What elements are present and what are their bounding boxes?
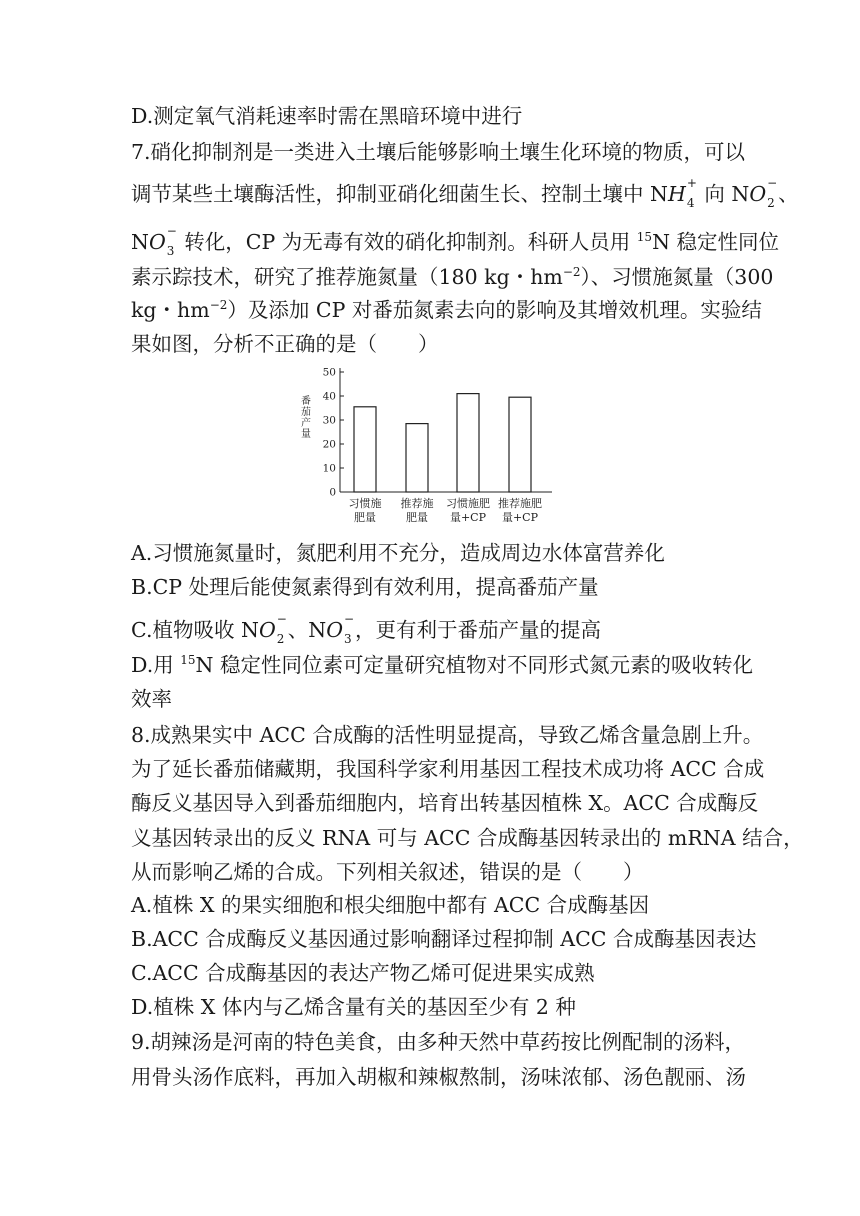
y-tick-label: 40	[322, 390, 336, 403]
bar	[457, 394, 479, 492]
text-span: C.植物吸收 N	[131, 618, 259, 642]
option-c	[131, 611, 601, 646]
exponent: −2	[562, 265, 581, 280]
text-line: 从而影响乙烯的合成。下列相关叙述，错误的是（ ）	[131, 860, 644, 884]
text-span: N	[131, 230, 149, 254]
text-line	[131, 175, 799, 210]
x-tick-label: 量+CP	[501, 511, 539, 524]
text-span: 向 N	[697, 182, 750, 206]
formula-letter: O	[148, 230, 166, 254]
text-span: 、	[778, 182, 799, 206]
text-line	[131, 295, 762, 325]
text-line: 为了延长番茄储藏期，我国科学家利用基因工程技术成功将 ACC 合成	[131, 757, 765, 781]
text-span: ）及添加 CP 对番茄氮素去向的影响及其增效机理。实验结	[227, 298, 762, 322]
text-line: 义基因转录出的反义 RNA 可与 ACC 合成酶基因转录出的 mRNA 结合，	[131, 826, 804, 850]
text-line	[131, 262, 773, 292]
option-d: D.植株 X 体内与乙烯含量有关的基因至少有 2 种	[131, 995, 576, 1019]
text-span: N 稳定性同位素可定量研究植物对不同形式氮元素的吸收转化	[195, 653, 753, 677]
text-line: 效率	[131, 687, 172, 711]
tomato-yield-bar-chart	[290, 364, 560, 534]
text-span: 素示踪技术，研究了推荐施氮量（180 kg・hm	[131, 265, 563, 289]
subscript: 3	[344, 631, 352, 646]
charge: −	[166, 223, 177, 238]
formula-index	[766, 175, 778, 210]
formula-index	[343, 611, 355, 646]
formula-letter: O	[749, 182, 767, 206]
bar	[406, 424, 428, 492]
charge: +	[686, 175, 697, 190]
text-line: 7.硝化抑制剂是一类进入土壤后能够影响土壤生化环境的物质，可以	[131, 140, 746, 164]
text-span: D.用	[131, 653, 181, 677]
text-span: kg・hm	[131, 298, 210, 322]
text-span: ，更有利于番茄产量的提高	[355, 618, 601, 642]
text-span: 转化，CP 为无毒有效的硝化抑制剂。科研人员用	[177, 230, 637, 254]
charge: −	[767, 175, 778, 190]
y-tick-label: 0	[329, 486, 336, 499]
formula-letter: O	[258, 618, 276, 642]
y-tick-label: 20	[322, 438, 336, 451]
text-line: 酶反义基因导入到番茄细胞内，培育出转基因植株 X。ACC 合成酶反	[131, 791, 759, 815]
option-a: A.习惯施氮量时，氮肥利用不充分，造成周边水体富营养化	[131, 541, 665, 565]
subscript: 4	[686, 195, 695, 210]
text-line: D.测定氧气消耗速率时需在黑暗环境中进行	[131, 104, 523, 128]
x-tick-label: 肥量	[354, 511, 376, 524]
isotope-mass: 15	[636, 230, 653, 245]
bar	[354, 407, 376, 492]
formula-index	[166, 223, 178, 258]
question-stem-end: 果如图，分析不正确的是（ ）	[131, 332, 439, 356]
text-line: 9.胡辣汤是河南的特色美食，由多种天然中草药按比例配制的汤料，	[131, 1030, 746, 1054]
subscript: 3	[166, 243, 175, 258]
charge: −	[344, 611, 355, 626]
option-d	[131, 650, 753, 680]
x-tick-label: 肥量	[406, 511, 428, 524]
bar	[509, 397, 531, 492]
text-span: 、N	[287, 618, 327, 642]
text-span: ）、习惯施氮量（300	[580, 265, 774, 289]
formula-index	[276, 611, 288, 646]
option-c: C.ACC 合成酶基因的表达产物乙烯可促进果实成熟	[131, 961, 595, 985]
subscript: 2	[767, 195, 775, 210]
y-tick-label: 30	[322, 414, 336, 427]
text-span: 调节某些土壤酶活性，抑制亚硝化细菌生长、控制土壤中 N	[131, 182, 668, 206]
option-b: B.CP 处理后能使氮素得到有效利用，提高番茄产量	[131, 575, 599, 599]
option-a: A.植株 X 的果实细胞和根尖细胞中都有 ACC 合成酶基因	[131, 893, 650, 917]
text-line: 用骨头汤作底料，再加入胡椒和辣椒熬制，汤味浓郁、汤色靓丽、汤	[131, 1065, 746, 1089]
x-tick-label: 量+CP	[449, 511, 487, 524]
formula-index	[686, 175, 698, 210]
text-span: N 稳定性同位	[652, 230, 780, 254]
y-tick-label: 50	[322, 366, 336, 379]
text-line: 8.成熟果实中 ACC 合成酶的活性明显提高，导致乙烯含量急剧上升。	[131, 723, 764, 747]
y-axis-label: 番茄产量	[301, 396, 311, 440]
x-tick-label: 推荐施	[400, 497, 434, 510]
option-b: B.ACC 合成酶反义基因通过影响翻译过程抑制 ACC 合成酶基因表达	[131, 927, 757, 951]
charge: −	[276, 611, 287, 626]
x-tick-label: 推荐施肥	[498, 497, 542, 510]
y-tick-label: 10	[322, 462, 336, 475]
x-tick-label: 习惯施肥	[446, 497, 490, 510]
text-line	[131, 223, 780, 258]
exponent: −2	[209, 298, 228, 313]
x-tick-label: 习惯施	[348, 497, 382, 510]
isotope-mass: 15	[180, 653, 196, 668]
subscript: 2	[276, 631, 285, 646]
formula-letter: O	[326, 618, 343, 642]
formula-letter: H	[667, 182, 686, 206]
